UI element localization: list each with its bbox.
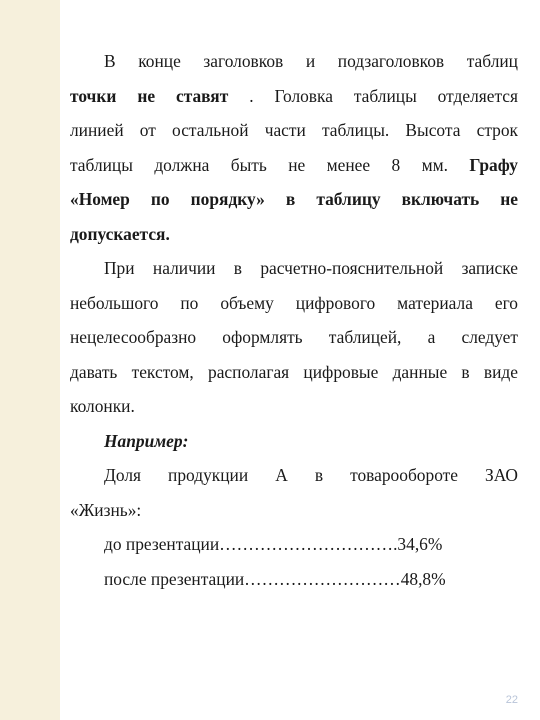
example-row-after: после презентации………………………48,8%	[104, 568, 446, 589]
p1-line-2-rest: . Головка таблицы отделяется	[249, 85, 519, 106]
p1-line-4-rest: таблицы должна быть не менее 8 мм.	[70, 154, 448, 175]
p2-line-5: колонки.	[70, 396, 135, 416]
example-heading: Например:	[104, 430, 189, 451]
example-line-2: «Жизнь»:	[70, 499, 142, 520]
left-margin-strip	[0, 0, 60, 720]
p1-line-6: допускается.	[70, 223, 170, 244]
p2-line-3: нецелесообразно оформлять таблицей, а следует	[70, 327, 518, 347]
p2-line-2: небольшого по объему цифрового материала его	[70, 292, 518, 313]
p2-line-1: При наличии в расчетно-пояснительной записке	[104, 258, 518, 278]
page-number: 22	[505, 694, 518, 706]
p1-line-3: линией от остальной части таблицы. Высота строк	[70, 120, 518, 140]
p1-line-4	[70, 148, 518, 183]
p1-line-2	[70, 79, 518, 114]
p1-line-1: В конце заголовков и подзаголовков таблиц	[104, 51, 518, 71]
bold-phrase: Графу	[469, 154, 518, 175]
example-row-before: до презентации………………………….34,6%	[104, 534, 443, 554]
p1-line-5: «Номер по порядку» в таблицу включать не	[70, 189, 518, 209]
bold-phrase: точки не ставят	[70, 85, 229, 106]
p2-line-4: давать текстом, располагая цифровые данные в виде	[70, 361, 518, 382]
example-line-1: Доля продукции А в товарообороте ЗАО	[104, 465, 518, 485]
body-text	[70, 44, 518, 596]
